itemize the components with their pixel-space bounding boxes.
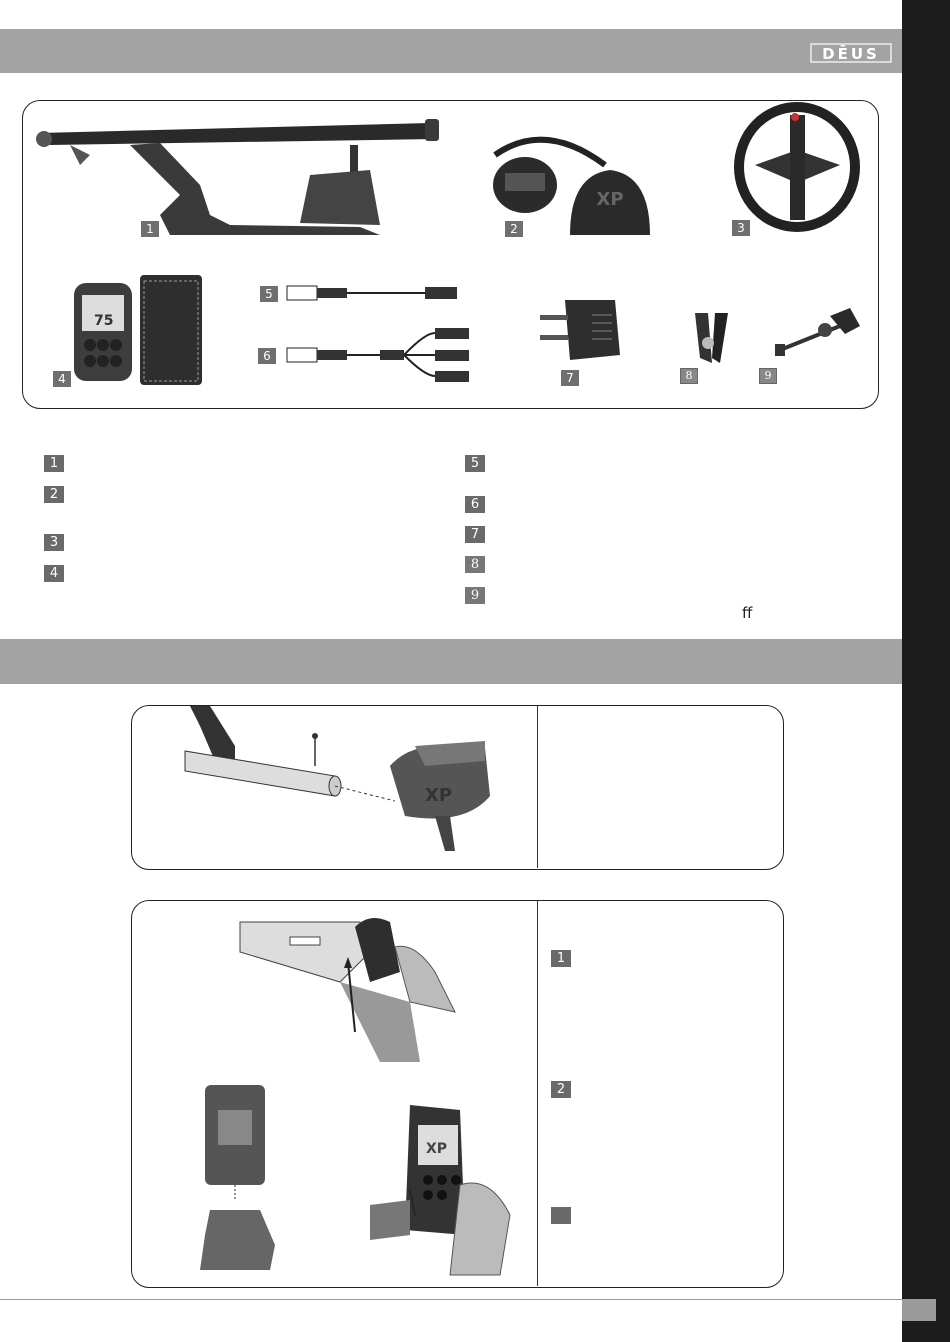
search-coil-illustration — [735, 105, 865, 235]
bolt-illustration — [775, 308, 865, 358]
armrest-assembly-illustration — [185, 706, 495, 856]
remote-mount-illustration-right — [370, 1105, 520, 1275]
list-trailing-text: ff — [742, 604, 753, 622]
list-number-9: 9 — [465, 587, 485, 604]
page-tab-marker — [902, 1299, 936, 1321]
list-number-7: 7 — [465, 526, 485, 543]
svg-text:XP: XP — [425, 785, 453, 806]
footer-line — [0, 1299, 902, 1300]
step-number-2: 2 — [551, 1081, 571, 1098]
figure-label-1: 1 — [141, 221, 159, 237]
assembly-box-1-divider — [537, 706, 538, 868]
deus-logo — [810, 40, 892, 64]
stem-illustration — [30, 115, 450, 245]
remote-control-illustration — [72, 275, 212, 390]
svg-text:75: 75 — [94, 313, 114, 329]
wall-charger-illustration — [540, 295, 625, 365]
assembly-box-2-divider — [537, 901, 538, 1286]
remote-mount-illustration-top — [240, 912, 470, 1072]
figure-label-6: 6 — [258, 348, 276, 364]
step-number-3 — [551, 1207, 571, 1224]
list-number-8: 8 — [465, 556, 485, 573]
section-header-band-2 — [0, 639, 902, 684]
list-number-3: 3 — [44, 534, 64, 551]
clip-illustration — [690, 308, 735, 368]
svg-text:DĒUS: DĒUS — [822, 45, 880, 63]
figure-label-7: 7 — [561, 370, 579, 386]
triple-usb-cable-illustration — [285, 328, 475, 383]
usb-cable-illustration — [285, 283, 465, 303]
figure-label-9: 9 — [759, 368, 777, 384]
list-number-5: 5 — [465, 455, 485, 472]
list-number-6: 6 — [465, 496, 485, 513]
list-number-4: 4 — [44, 565, 64, 582]
svg-text:XP: XP — [426, 1141, 448, 1157]
list-number-1: 1 — [44, 455, 64, 472]
remote-mount-illustration-left — [190, 1085, 280, 1270]
right-sidebar-bar — [902, 0, 950, 1342]
figure-label-8: 8 — [680, 368, 698, 384]
figure-label-2: 2 — [505, 221, 523, 237]
section-header-band — [0, 29, 902, 73]
step-number-1: 1 — [551, 950, 571, 967]
list-number-2: 2 — [44, 486, 64, 503]
figure-label-5: 5 — [260, 286, 278, 302]
figure-label-3: 3 — [732, 220, 750, 236]
svg-text:XP: XP — [596, 189, 624, 210]
figure-label-4: 4 — [53, 371, 71, 387]
